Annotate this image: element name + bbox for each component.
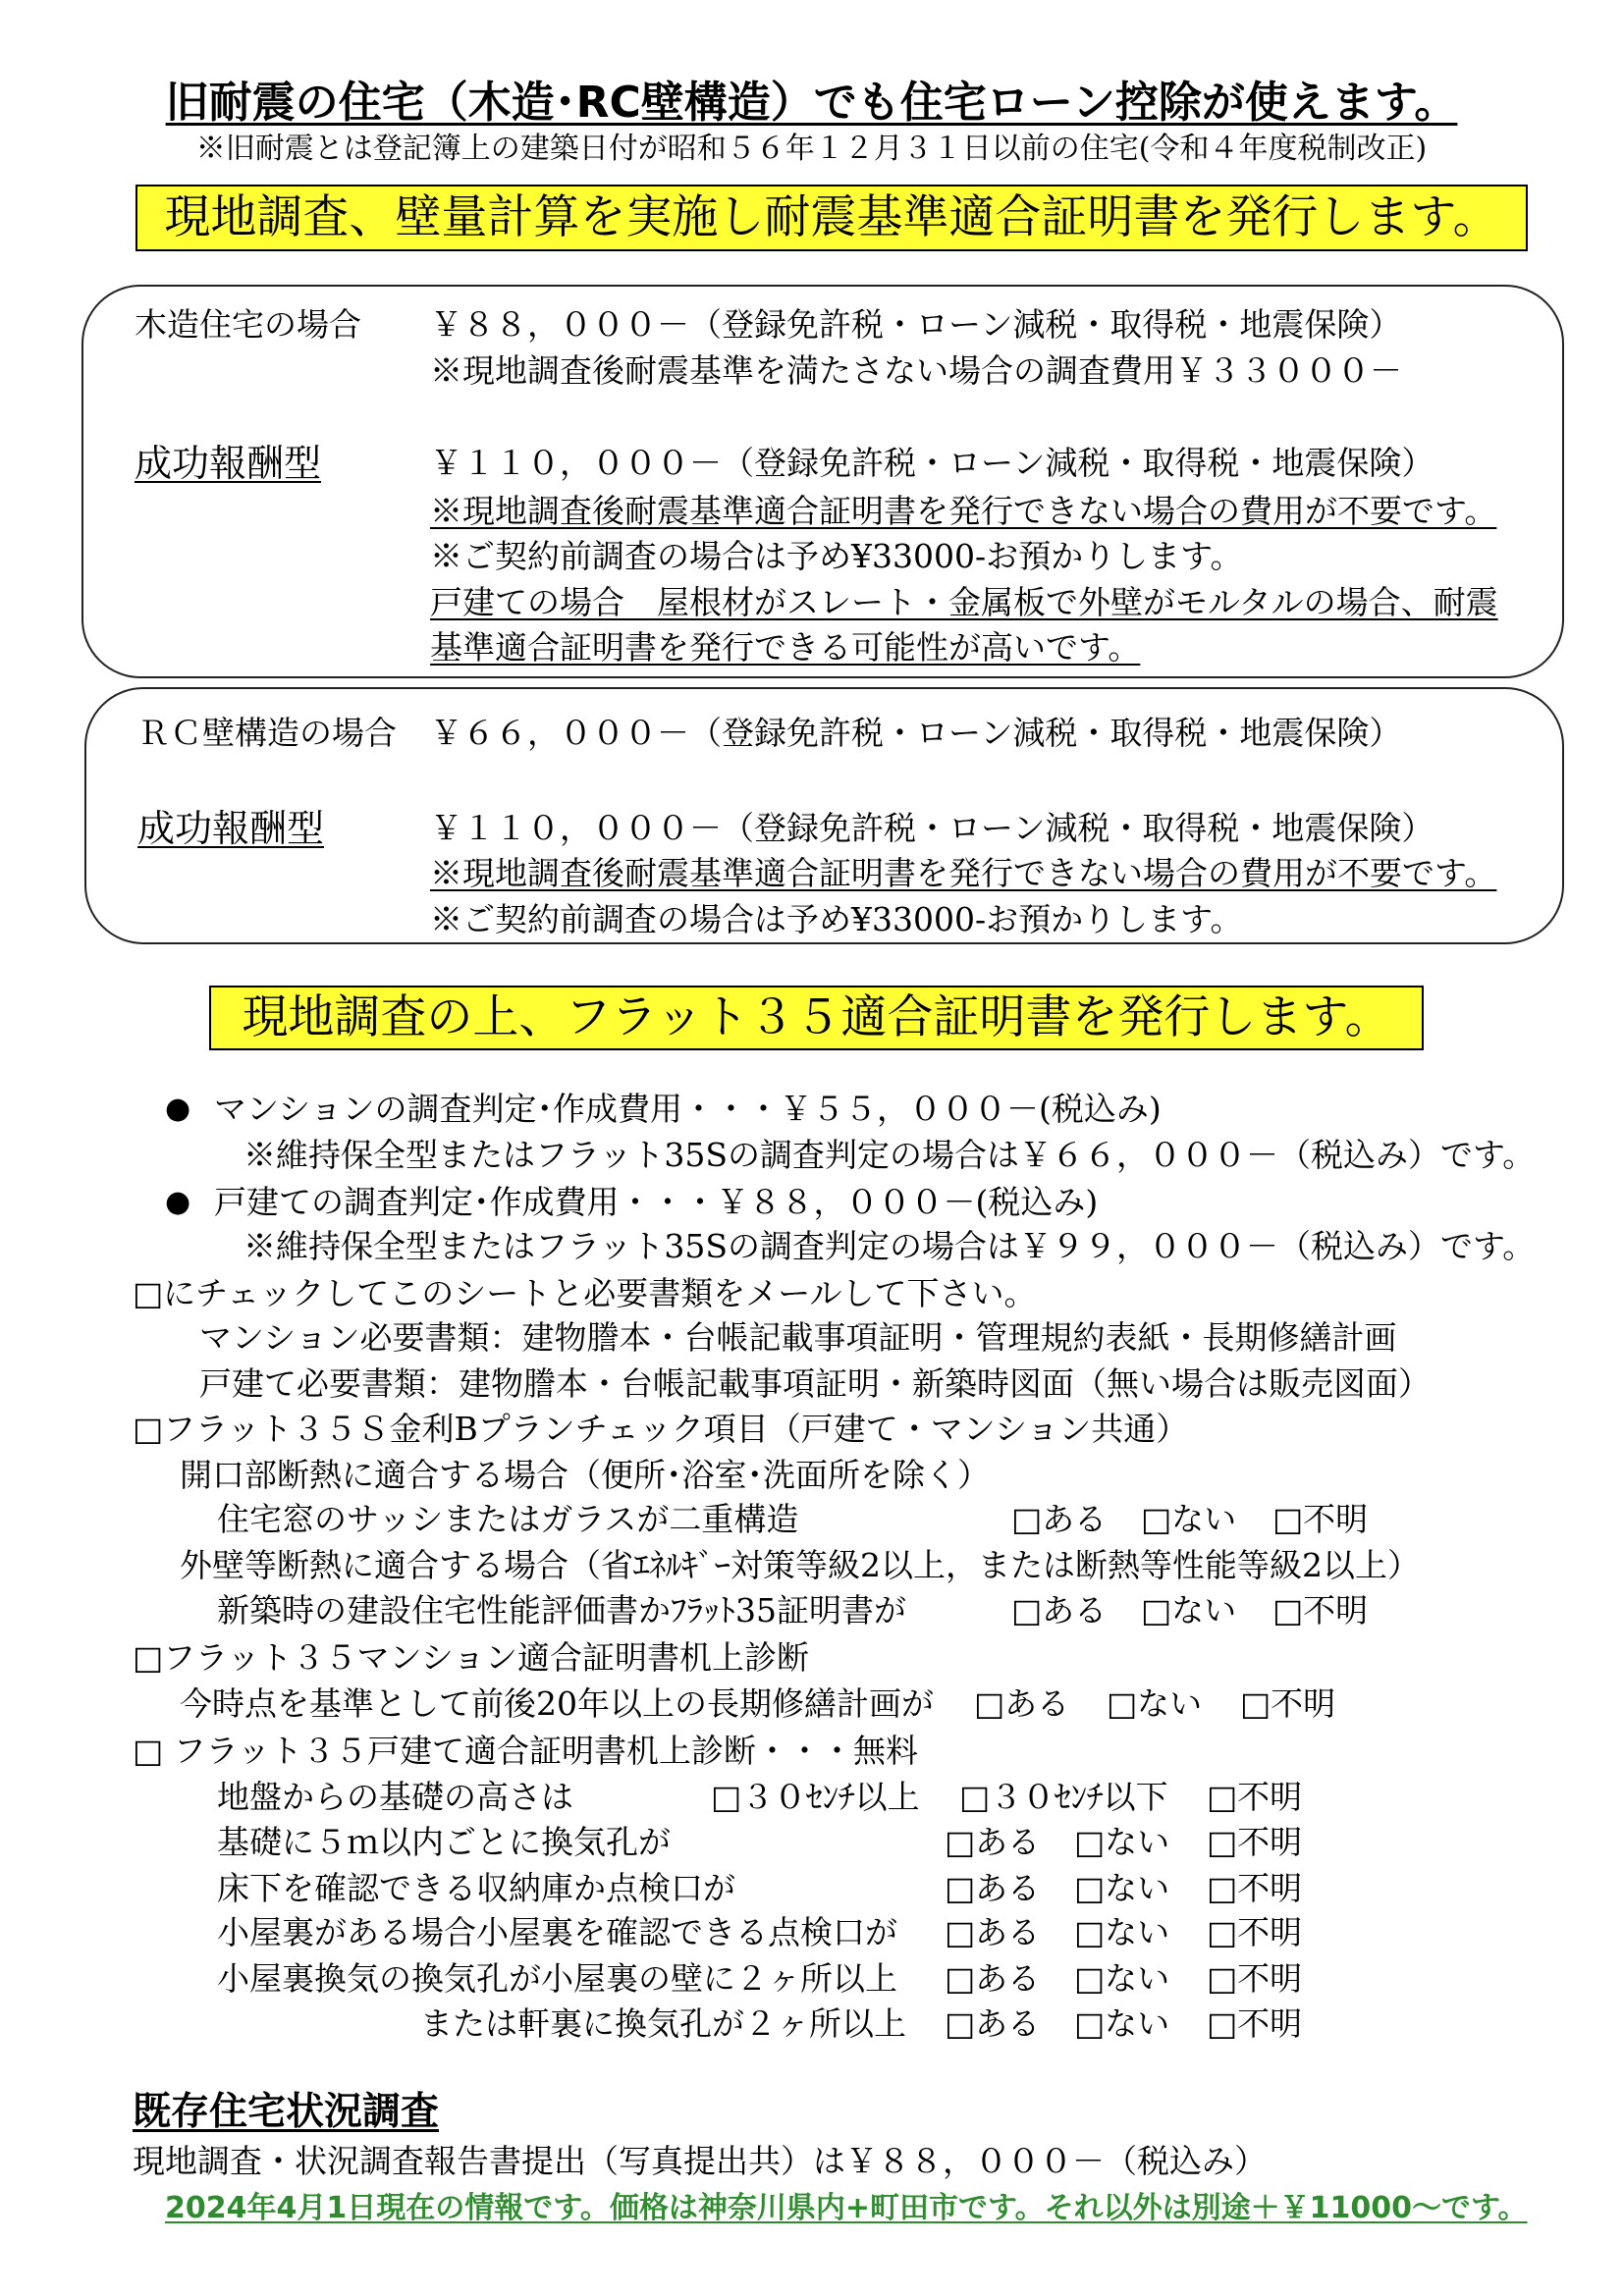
wood-fail-note: ※現地調査後耐震基準を満たさない場合の調査費用￥３３０００－	[430, 351, 1402, 390]
option-no: □ない	[1074, 1869, 1170, 1907]
mansion-desk-heading: □フラット３５マンション適合証明書机上診断	[133, 1638, 810, 1677]
detached-fee-note: ※維持保全型またはフラット35Sの調査判定の場合は￥９９，０００－（税込み）です。	[243, 1227, 1536, 1265]
flat35-certificate-banner: 現地調査の上、フラット３５適合証明書を発行します。	[209, 986, 1424, 1050]
eaves-vent-question: または軒裏に換気孔が２ヶ所以上	[420, 2004, 906, 2043]
option-no: □ない	[1074, 2004, 1170, 2043]
option-unknown: □不明	[1272, 1591, 1369, 1629]
wood-detached-note-line2: 基準適合証明書を発行できる可能性が高いです。	[430, 628, 1141, 667]
wood-success-price: ￥１１０，０００－（登録免許税・ローン減税・取得税・地震保険）	[430, 444, 1434, 482]
bullet-icon: ●	[165, 1185, 191, 1219]
check-instructions: □にチェックしてこのシートと必要書類をメールして下さい。	[133, 1274, 1037, 1312]
rc-deposit-note: ※ご契約前調査の場合は予め¥33000-お預かりします。	[430, 900, 1243, 938]
option-unknown: □不明	[1207, 1913, 1303, 1951]
underfloor-access-question: 床下を確認できる収納庫か点検口が	[217, 1869, 735, 1907]
option-unknown: □不明	[1207, 2004, 1303, 2043]
evaluation-question: 新築時の建設住宅性能評価書かﾌﾗｯﾄ35証明書が	[217, 1591, 906, 1629]
detached-fee: 戸建ての調査判定･作成費用・・・￥８８，０００－(税込み)	[214, 1183, 1099, 1221]
inspection-heading: 既存住宅状況調査	[133, 2090, 440, 2134]
mansion-fee-note: ※維持保全型またはフラット35Sの調査判定の場合は￥６６，０００－（税込み）です。	[243, 1136, 1536, 1174]
option-yes: □ある	[974, 1684, 1070, 1723]
detached-desk-heading: □ フラット３５戸建て適合証明書机上診断・・・無料	[133, 1732, 919, 1770]
option-no: □ない	[1107, 1684, 1203, 1723]
opening-insulation-heading: 開口部断熱に適合する場合（便所･浴室･洗面所を除く）	[180, 1456, 990, 1494]
option-over-30cm: □３０ｾﾝﾁ以上	[711, 1778, 920, 1816]
option-no: □ない	[1141, 1500, 1237, 1538]
repair-plan-question: 今時点を基準として前後20年以上の長期修繕計画が	[180, 1684, 934, 1723]
option-under-30cm: □３０ｾﾝﾁ以下	[959, 1778, 1168, 1816]
foundation-height-question: 地盤からの基礎の高さは	[217, 1778, 573, 1816]
option-no: □ない	[1074, 1913, 1170, 1951]
detached-required-docs: 戸建て必要書類：建物謄本・台帳記載事項証明・新築時図面（無い場合は販売図面）	[199, 1364, 1431, 1403]
wood-price: ￥８８，０００－（登録免許税・ローン減税・取得税・地震保険）	[430, 305, 1402, 344]
vent-question: 基礎に５ｍ以内ごとに換気孔が	[217, 1823, 671, 1861]
wood-success-label: 成功報酬型	[135, 442, 322, 485]
wood-deposit-note: ※ご契約前調査の場合は予め¥33000-お預かりします。	[430, 537, 1243, 575]
attic-access-question: 小屋裏がある場合小屋裏を確認できる点検口が	[217, 1913, 897, 1951]
mansion-required-docs: マンション必要書類：建物謄本・台帳記載事項証明・管理規約表紙・長期修繕計画	[199, 1318, 1397, 1357]
option-unknown: □不明	[1272, 1500, 1369, 1538]
rc-success-price: ￥１１０，０００－（登録免許税・ローン減税・取得税・地震保険）	[430, 809, 1434, 847]
option-yes: □ある	[945, 1913, 1041, 1951]
option-yes: □ある	[1011, 1500, 1108, 1538]
option-yes: □ある	[945, 2004, 1041, 2043]
seismic-certificate-banner: 現地調査、壁量計算を実施し耐震基準適合証明書を発行します。	[135, 185, 1528, 251]
rc-pricing-box	[84, 687, 1564, 944]
rc-label: ＲＣ壁構造の場合	[137, 714, 397, 752]
rc-success-note: ※現地調査後耐震基準適合証明書を発行できない場合の費用が不要です。	[430, 854, 1497, 892]
window-question: 住宅窓のサッシまたはガラスが二重構造	[217, 1500, 799, 1538]
wood-detached-note-line1: 戸建ての場合 屋根材がスレート・金属板で外壁がモルタルの場合、耐震	[430, 583, 1498, 621]
plan-b-heading: □フラット３５Ｓ金利Bプランチェック項目（戸建て・マンション共通）	[133, 1410, 1189, 1448]
wall-insulation-heading: 外壁等断熱に適合する場合（省ｴﾈﾙｷﾞｰ対策等級2以上，または断熱等性能等級2以上）	[180, 1546, 1420, 1584]
rc-price: ￥６６，０００－（登録免許税・ローン減税・取得税・地震保険）	[430, 714, 1402, 752]
option-unknown: □不明	[1240, 1684, 1336, 1723]
old-seismic-definition-note: ※旧耐震とは登記簿上の建築日付が昭和５６年１２月３１日以前の住宅(令和４年度税制改正)	[195, 132, 1428, 166]
option-yes: □ある	[1011, 1591, 1108, 1629]
bullet-icon: ●	[165, 1092, 191, 1126]
option-yes: □ある	[945, 1869, 1041, 1907]
option-unknown: □不明	[1207, 1869, 1303, 1907]
option-yes: □ある	[945, 1959, 1041, 1998]
footer-notice: 2024年4月1日現在の情報です。価格は神奈川県内+町田市です。それ以外は別途＋￥11000～です。	[165, 2191, 1528, 2225]
mansion-fee: マンションの調査判定･作成費用・・・￥５５，０００－(税込み)	[214, 1090, 1162, 1128]
attic-wall-vent-question: 小屋裏換気の換気孔が小屋裏の壁に２ヶ所以上	[217, 1959, 897, 1998]
inspection-fee: 現地調査・状況調査報告書提出（写真提出共）は￥８８，０００－（税込み）	[133, 2142, 1267, 2180]
option-unknown: □不明	[1207, 1823, 1303, 1861]
option-unknown: □不明	[1207, 1778, 1303, 1816]
wood-pricing-box	[81, 285, 1564, 678]
wood-label: 木造住宅の場合	[135, 305, 361, 344]
wood-success-note: ※現地調査後耐震基準適合証明書を発行できない場合の費用が不要です。	[430, 492, 1497, 530]
option-yes: □ある	[945, 1823, 1041, 1861]
option-no: □ない	[1074, 1823, 1170, 1861]
rc-success-label: 成功報酬型	[137, 807, 325, 850]
page-title: 旧耐震の住宅（木造･RC壁構造）でも住宅ローン控除が使えます。	[165, 78, 1458, 128]
option-no: □ない	[1141, 1591, 1237, 1629]
option-no: □ない	[1074, 1959, 1170, 1998]
option-unknown: □不明	[1207, 1959, 1303, 1998]
